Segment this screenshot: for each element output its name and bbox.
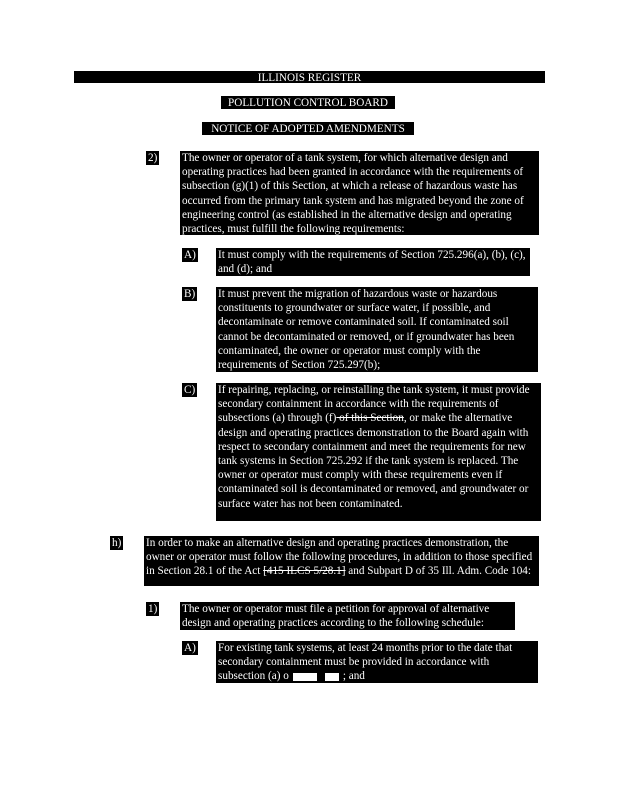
- notice-title-text: NOTICE OF ADOPTED AMENDMENTS: [211, 123, 405, 135]
- item-c-paragraph: [216, 383, 541, 521]
- item-1a-label: A): [184, 642, 196, 654]
- item-c-text-struck: of this Section: [336, 412, 404, 425]
- item-b-label: B): [184, 288, 196, 300]
- register-title: [74, 71, 545, 83]
- item-h-text-after: and Subpart D of 35 Ill. Adm. Code 104:: [345, 565, 532, 578]
- item-2-paragraph: The owner or operator of a tank system, for which alternative design and operating practices had been granted in accordance with the requirements of subsection (g)(1) of this Section, at which a release of hazardous waste has occurred from the primary tank system and has migrated beyond the zone of engineering control (as established in the alternative design and operating practices, must fulfill the following requirements:: [180, 151, 539, 235]
- item-h-text-struck: [415 ILCS 5/28.1]: [263, 565, 346, 578]
- notice-title: [202, 122, 414, 135]
- item-1a-paragraph: [216, 641, 538, 683]
- register-title-text: ILLINOIS REGISTER: [257, 72, 362, 84]
- board-title-text: POLLUTION CONTROL BOARD: [228, 97, 388, 109]
- item-c-label: C): [184, 384, 196, 396]
- item-h-label: h): [112, 537, 122, 549]
- item-a-paragraph: It must comply with the requirements of Section 725.296(a), (b), (c), and (d); and: [216, 248, 530, 276]
- item-c-text-before: If repairing, replacing, or reinstalling the tank system, it must provide secondary containment in accordance with the requirements of subsections (a) through (f): [218, 384, 530, 425]
- item-2-label: 2): [148, 152, 158, 164]
- item-b-paragraph: It must prevent the migration of hazardous waste or hazardous constituents to groundwater or surface water, if possible, and decontaminate or remove contaminated soil. If contaminated soil cannot be decontaminated or removed, or if groundwater has been contaminated, the owner or operator must comply with the requirements of Section 725.297(b);: [216, 287, 538, 372]
- item-a-label: A): [184, 249, 196, 261]
- item-1-label: 1): [148, 603, 158, 615]
- item-1a-text-before: For existing tank systems, at least 24 months prior to the date that secondary containment must be provided in accordance with subsection (a) o: [218, 642, 513, 683]
- redaction-mark: [325, 673, 339, 681]
- item-h-paragraph: [144, 536, 539, 586]
- item-1-paragraph: The owner or operator must file a petition for approval of alternative design and operating practices according to the following schedule:: [180, 602, 515, 630]
- redaction-mark: [293, 673, 317, 681]
- item-1a-text-after: ; and: [342, 670, 365, 683]
- board-title: [221, 96, 395, 109]
- item-c-text-after: , or make the alternative design and operating practices demonstration to the Board again with respect to secondary containment and meet the requirements for new tank systems in Section 725.292 if the tank system is replaced. The owner or operator must comply with these requirements even if contaminated soil is decontaminated or removed, and groundwater or surface water has not been contaminated.: [218, 412, 529, 510]
- item-h-text-before: In order to make an alternative design and operating practices demonstration, the owner or operator must follow the following procedures, in addition to those specified in Section 28.1 of the Act: [146, 537, 533, 578]
